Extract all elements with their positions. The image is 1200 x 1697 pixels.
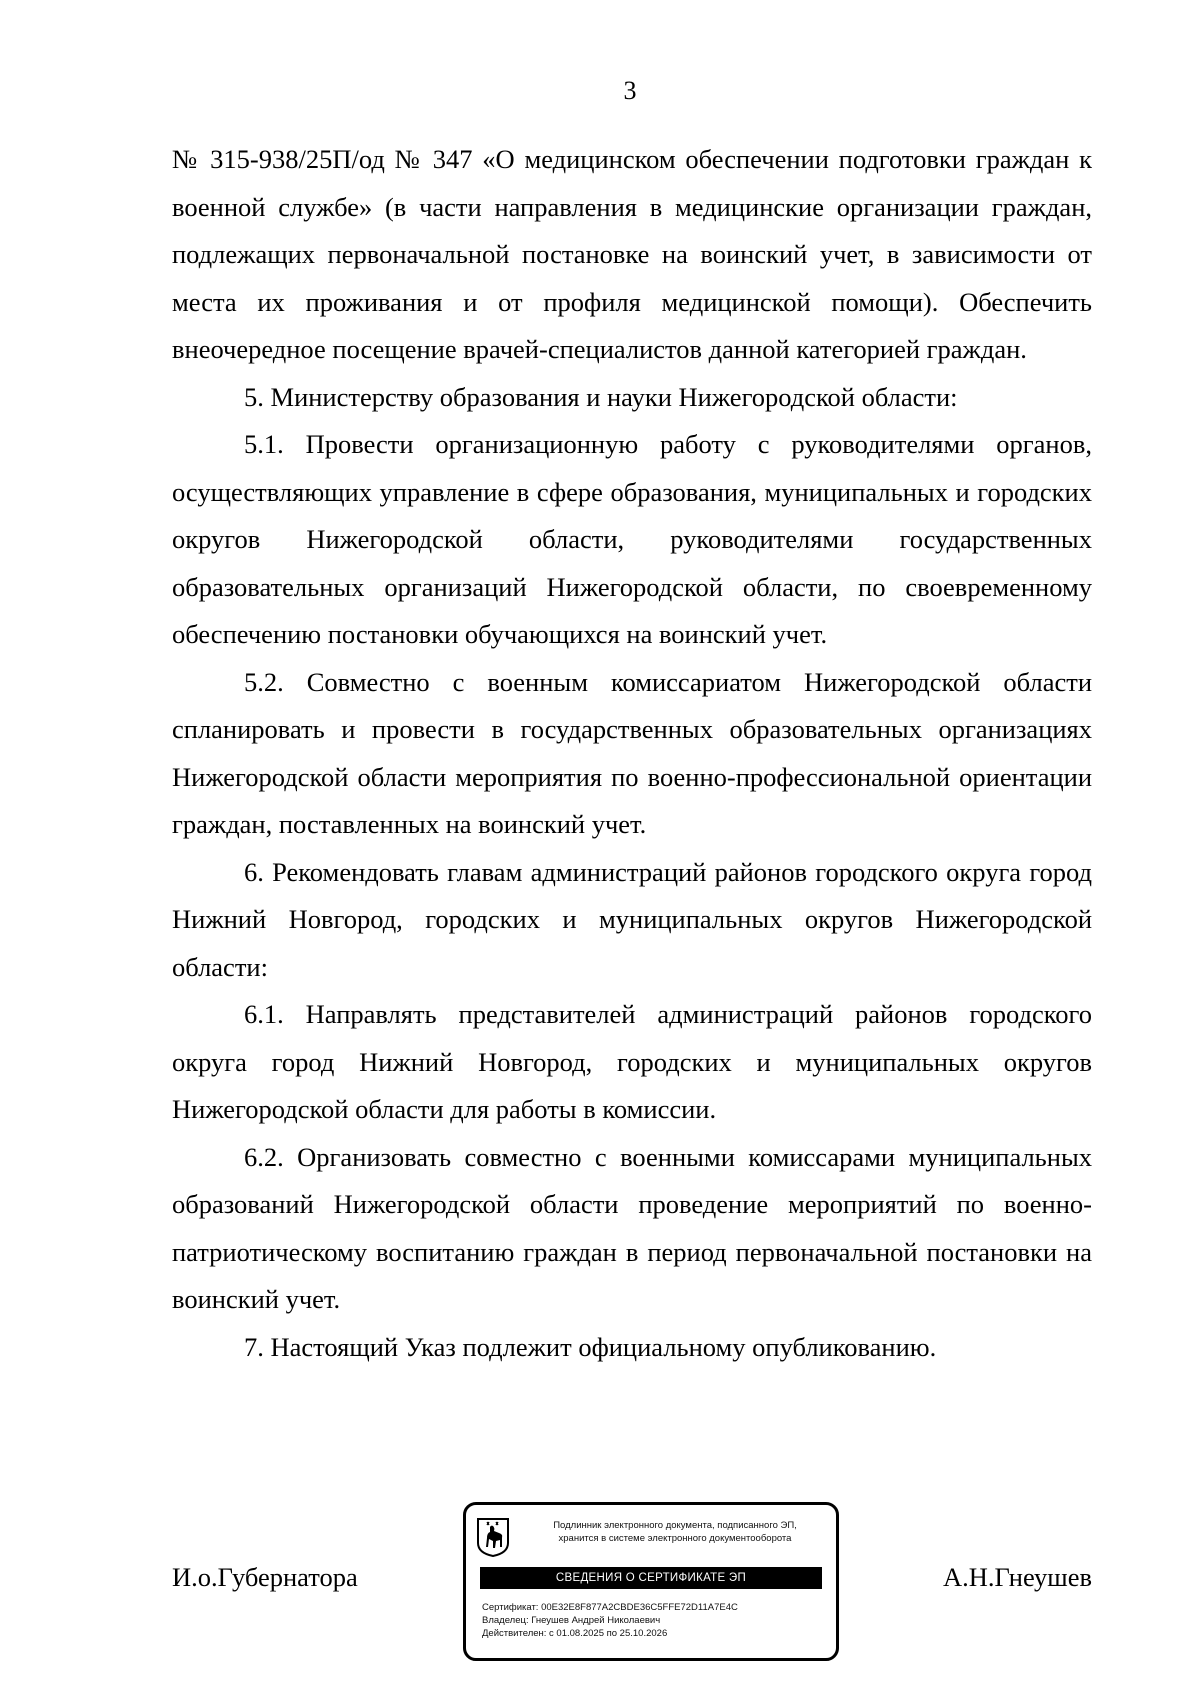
e-signature-stamp	[463, 1502, 839, 1661]
paragraph-item-6-2: 6.2. Организовать совместно с военными комиссарами муниципальных образований Нижегородской области проведение мероприятий по военно-патриотическому воспитанию граждан в период первоначальной постановки на воинский учет.	[172, 1141, 1092, 1314]
signatory-title: И.о.Губернатора	[172, 1562, 358, 1592]
paragraph-item-5-2: 5.2. Совместно с военным комиссариатом Нижегородской области спланировать и провести в государственных образовательных организациях Нижегородской области мероприятия по военно-профессиональной ориентации граждан, поставленных на воинский учет.	[172, 666, 1092, 839]
certificate-owner: Владелец: Гнеушев Андрей Николаевич	[482, 1615, 661, 1626]
document-body	[172, 136, 1092, 1371]
paragraph-item-7: 7. Настоящий Указ подлежит официальному опубликованию.	[244, 1331, 937, 1362]
paragraph-item-5: 5. Министерству образования и науки Нижегородской области:	[244, 381, 958, 412]
certificate-validity: Действителен: с 01.08.2025 по 25.10.2026	[482, 1628, 668, 1639]
signatory-name: А.Н.Гнеушев	[942, 1562, 1092, 1592]
paragraph-item-5-1: 5.1. Провести организационную работу с руководителями органов, осуществляющих управление в сфере образования, муниципальных и городских округов Нижегородской области, руководителями государственных образовательных организаций Нижегородской области, по своевременному обеспечению постановки обучающихся на воинский учет.	[172, 429, 1092, 649]
page-number: 3	[623, 76, 637, 105]
stamp-header: СВЕДЕНИЯ О СЕРТИФИКАТЕ ЭП	[480, 1567, 822, 1589]
certificate-number: Сертификат: 00E32E8F877A2CBDE36C5FFE72D11A7E4C	[482, 1602, 738, 1613]
stamp-note-line: хранится в системе электронного документооборота	[558, 1533, 792, 1544]
paragraph-item-6: 6. Рекомендовать главам администраций районов городского округа город Нижний Новгород, городских и муниципальных округов Нижегородской области:	[172, 856, 1092, 982]
stamp-note	[522, 1519, 828, 1545]
paragraph-continuation: № 315-938/25П/од № 347 «О медицинском обеспечении подготовки граждан к военной службе» (в части направления в медицинские организации граждан, подлежащих первоначальной постановке на воинский учет, в зависимости от места их проживания и от профиля медицинской помощи). Обеспечить внеочередное посещение врачей-специалистов данной категорией граждан.	[172, 144, 1092, 364]
coat-of-arms-deer-icon	[476, 1517, 510, 1557]
certificate-details	[482, 1601, 738, 1640]
paragraph-item-6-1: 6.1. Направлять представителей администраций районов городского округа город Нижний Новгород, городских и муниципальных округов Нижегородской области для работы в комиссии.	[172, 999, 1092, 1124]
stamp-note-line: Подлинник электронного документа, подписанного ЭП,	[553, 1520, 797, 1531]
